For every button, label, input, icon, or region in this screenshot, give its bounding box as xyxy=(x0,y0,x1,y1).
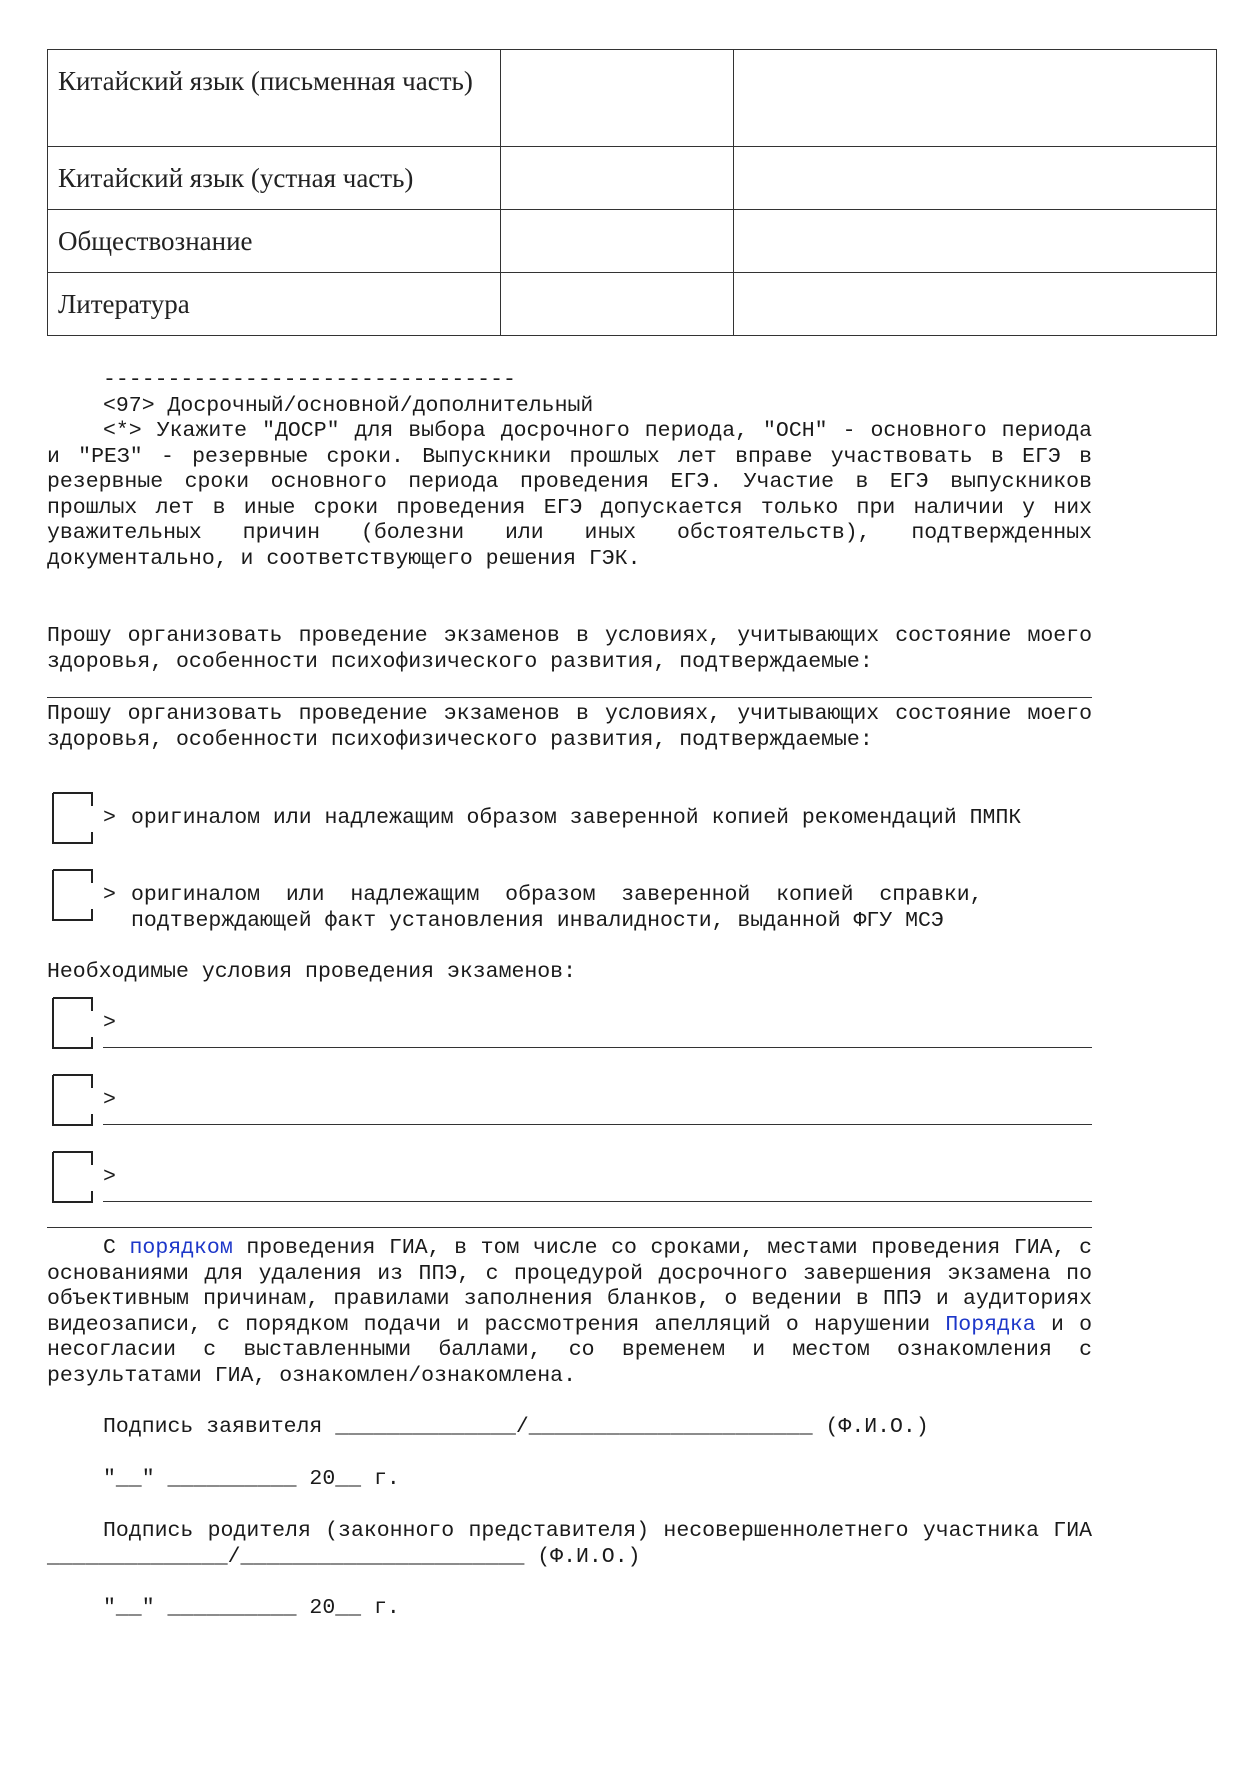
ack-text-end: и о несогласии с выставленными баллами, со временем и местом ознакомления с результатами ГИА, ознакомлен/ознакомлена. xyxy=(47,1312,1093,1388)
ack-text: проведения ГИА, в том числе со сроками, местами проведения ГИА, с основаниями для удаления из ППЭ, с процедурой досрочного завершения экзамена по объективным причинам, правилами заполнения бланков, о ведении в ППЭ и аудиториях видеозаписи, с порядком подачи и рассмотрения апелляций о нарушении xyxy=(47,1236,1092,1337)
date-cell[interactable] xyxy=(734,273,1217,336)
divider xyxy=(47,697,1092,698)
procedure-link[interactable]: порядком xyxy=(129,1236,233,1260)
table-row xyxy=(48,147,1217,210)
subjects-table xyxy=(47,49,1217,336)
period-cell[interactable] xyxy=(501,147,734,210)
period-cell[interactable] xyxy=(501,210,734,273)
condition-checkbox-3[interactable] xyxy=(52,1151,94,1203)
mse-option-label: оригиналом или надлежащим образом заверенной копией справки, xyxy=(131,883,983,907)
date-cell[interactable] xyxy=(734,147,1217,210)
order-link[interactable]: Порядка xyxy=(945,1312,1036,1337)
ack-prefix: С xyxy=(103,1236,130,1260)
divider xyxy=(47,1227,1092,1228)
period-cell[interactable] xyxy=(501,273,734,336)
footnote-97: <97> Досрочный/основной/дополнительный xyxy=(103,394,594,418)
condition-checkbox-1[interactable] xyxy=(52,997,94,1049)
mse-option-label-cont: подтверждающей факт установления инвалидности, выданной ФГУ МСЭ xyxy=(131,909,944,933)
table-row xyxy=(48,210,1217,273)
period-cell[interactable] xyxy=(501,50,734,147)
table-row xyxy=(48,50,1217,147)
arrow-marker: > xyxy=(103,806,116,830)
applicant-date: "__" __________ 20__ г. xyxy=(103,1467,400,1491)
request-paragraph: Прошу организовать проведение экзаменов в условиях, учитывающих состояние моего здоровья, особенности психофизического развития, подтверждаемые: xyxy=(47,702,1092,752)
subject-cell: Китайский язык (письменная часть) xyxy=(48,50,501,147)
table-row xyxy=(48,273,1217,336)
conditions-label: Необходимые условия проведения экзаменов: xyxy=(47,960,576,984)
arrow-marker: > xyxy=(103,1011,116,1035)
arrow-marker: > xyxy=(103,1165,116,1189)
condition-line-3[interactable] xyxy=(103,1201,1092,1202)
parent-date: "__" __________ 20__ г. xyxy=(103,1596,400,1620)
condition-checkbox-2[interactable] xyxy=(52,1074,94,1126)
request-paragraph: Прошу организовать проведение экзаменов в условиях, учитывающих состояние моего здоровья, особенности психофизического развития, подтверждаемые: xyxy=(47,624,1092,674)
date-cell[interactable] xyxy=(734,210,1217,273)
footnote-separator: -------------------------------- xyxy=(103,368,516,392)
date-cell[interactable] xyxy=(734,50,1217,147)
subject-cell: Обществознание xyxy=(48,210,501,273)
subject-cell: Литература xyxy=(48,273,501,336)
pmpk-checkbox[interactable] xyxy=(52,792,94,844)
mse-checkbox[interactable] xyxy=(52,869,94,921)
footnote-star: <*> Укажите "ДОСР" для выбора досрочного периода, "ОСН" - основного периода и "РЕЗ" - резервные сроки. Выпускники прошлых лет вправе участвовать в ЕГЭ в резервные сроки основного периода проведения ЕГЭ. Участие в ЕГЭ выпускников прошлых лет в иные сроки проведения ЕГЭ допускается только при наличии у них уважительных причин (болезни или иных обстоятельств), подтвержденных документально, и соответствующего решения ГЭК. xyxy=(47,419,1092,571)
subject-cell: Китайский язык (устная часть) xyxy=(48,147,501,210)
condition-line-2[interactable] xyxy=(103,1124,1092,1125)
acknowledgement-paragraph xyxy=(47,1236,1092,1390)
arrow-marker: > xyxy=(103,883,116,907)
condition-line-1[interactable] xyxy=(103,1047,1092,1048)
pmpk-option-label: оригиналом или надлежащим образом заверенной копией рекомендаций ПМПК xyxy=(131,806,1022,830)
arrow-marker: > xyxy=(103,1088,116,1112)
parent-signature: Подпись родителя (законного представителя) несовершеннолетнего участника ГИА ______________/______________________ (Ф.И.О.) xyxy=(47,1519,1092,1569)
applicant-signature: Подпись заявителя ______________/______________________ (Ф.И.О.) xyxy=(103,1415,929,1439)
